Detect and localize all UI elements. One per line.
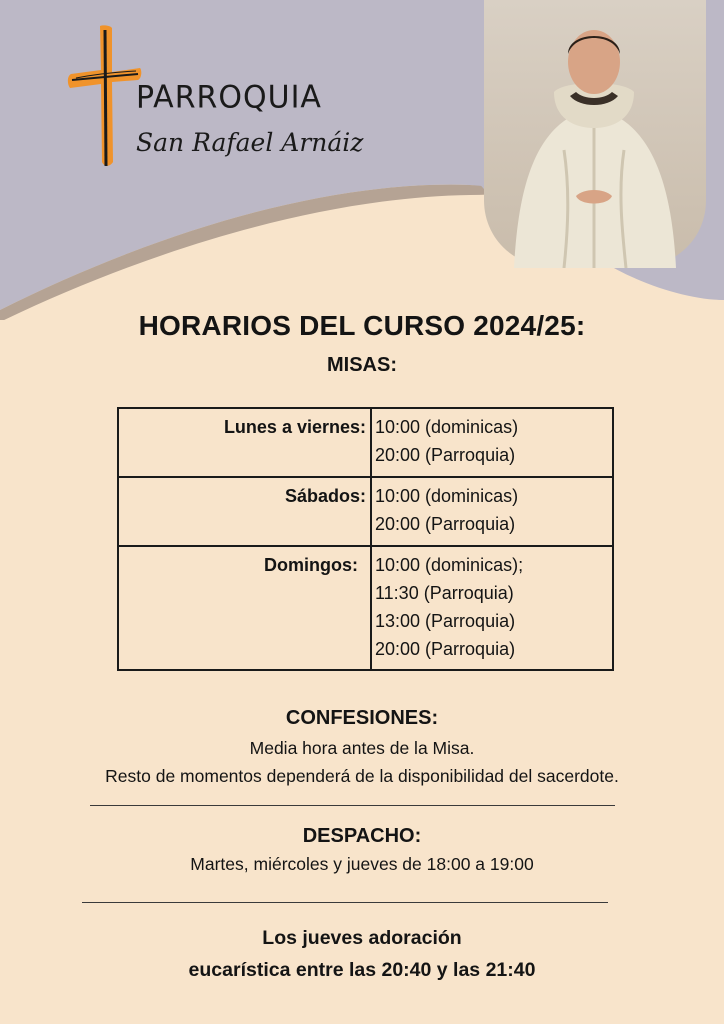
confessions-line: Media hora antes de la Misa.: [249, 738, 475, 758]
page-title: HORARIOS DEL CURSO 2024/25:: [138, 310, 586, 341]
mass-schedule-table: [117, 407, 614, 671]
portrait-face: [568, 30, 620, 94]
time-entry: 10:00 (dominicas): [375, 417, 519, 437]
time-entry: 20:00 (Parroquia): [375, 514, 516, 534]
day-label: Lunes a viernes:: [223, 417, 366, 437]
cross-icon: [66, 22, 146, 172]
divider: [90, 805, 615, 806]
times-cell: [371, 477, 613, 546]
table-row: [118, 408, 613, 477]
confessions-line: Resto de momentos dependerá de la disponibilidad del sacerdote.: [105, 766, 619, 786]
adoration-line: eucarística entre las 20:40 y las 21:40: [188, 959, 536, 981]
day-cell: [118, 408, 371, 477]
time-entry: 10:00 (dominicas);: [375, 555, 524, 575]
saint-portrait: [484, 0, 706, 268]
logo-word: PARROQUIA: [136, 79, 322, 116]
table-row: [118, 546, 613, 670]
times-cell: [371, 408, 613, 477]
masses-heading: MISAS:: [327, 354, 397, 376]
time-entry: 10:00 (dominicas): [375, 486, 519, 506]
day-label: Domingos:: [264, 555, 358, 575]
times-cell: [371, 546, 613, 670]
adoration-line: Los jueves adoración: [262, 927, 462, 949]
time-entry: 13:00 (Parroquia): [375, 611, 516, 631]
time-entry: 20:00 (Parroquia): [375, 445, 516, 465]
table-row: [118, 477, 613, 546]
time-entry: 20:00 (Parroquia): [375, 639, 516, 659]
office-hours: Martes, miércoles y jueves de 18:00 a 19:00: [190, 854, 534, 874]
divider: [82, 902, 608, 903]
day-cell: [118, 546, 371, 670]
office-heading: DESPACHO:: [302, 825, 422, 847]
parish-logo: [66, 22, 366, 172]
confessions-heading: CONFESIONES:: [285, 707, 439, 729]
day-label: Sábados:: [284, 486, 366, 506]
time-entry: 11:30 (Parroquia): [375, 583, 514, 603]
day-cell: [118, 477, 371, 546]
logo-subtitle: San Rafael Arnáiz: [136, 128, 364, 157]
